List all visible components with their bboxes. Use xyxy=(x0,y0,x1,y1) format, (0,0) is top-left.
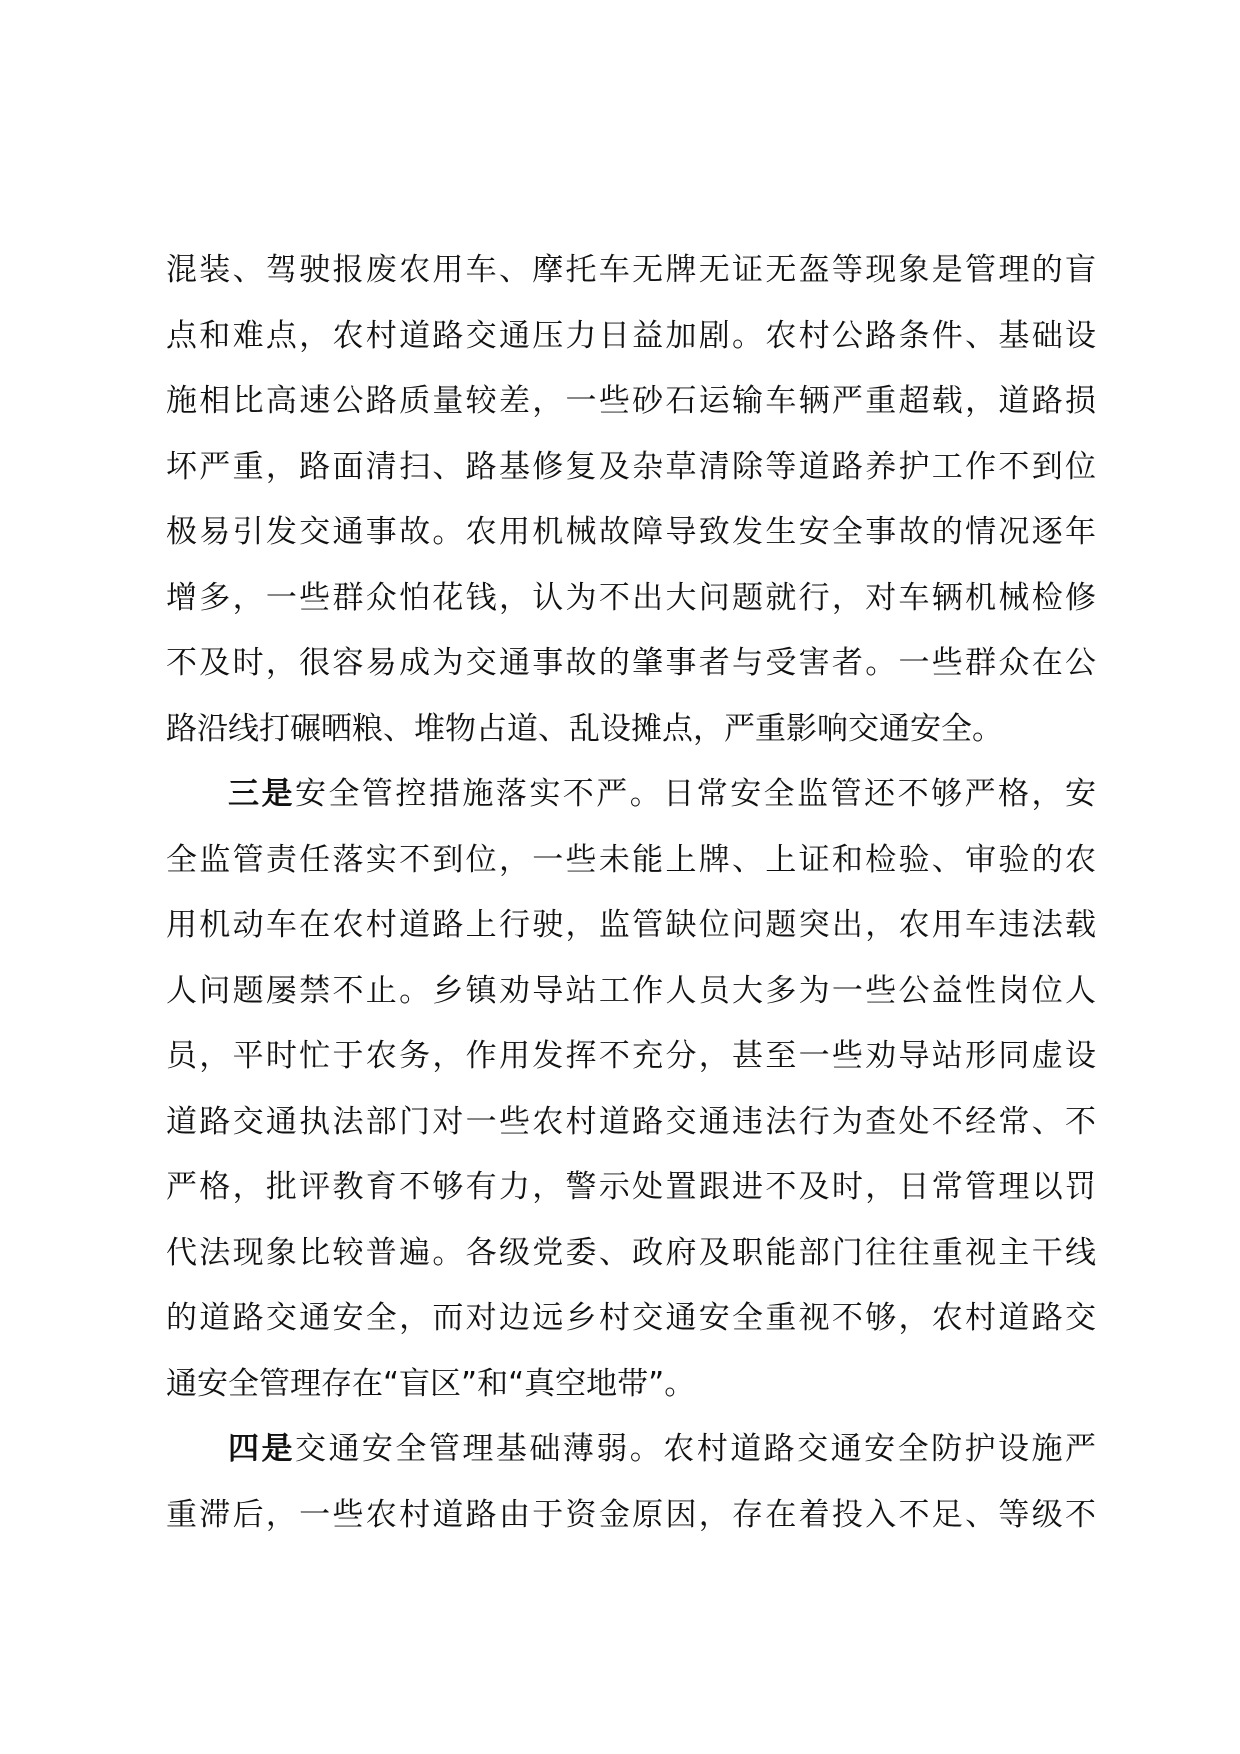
paragraph-first-line xyxy=(166,762,1096,828)
body-text xyxy=(166,238,1096,1548)
text-line: 人问题屡禁不止。乡镇劝导站工作人员大多为一些公益性岗位人 xyxy=(166,972,1096,1009)
paragraph-first-line xyxy=(166,1417,1096,1483)
text-line: 路沿线打碾晒粮、堆物占道、乱设摊点，严重影响交通安全。 xyxy=(166,710,1003,747)
text-line: 点和难点，农村道路交通压力日益加剧。农村公路条件、基础设 xyxy=(166,317,1096,354)
text-line: 坏严重，路面清扫、路基修复及杂草清除等道路养护工作不到位 xyxy=(166,448,1096,485)
text-line: 的道路交通安全，而对边远乡村交通安全重视不够，农村道路交 xyxy=(166,1300,1096,1336)
text-line: 重滞后，一些农村道路由于资金原因，存在着投入不足、等级不 xyxy=(166,1496,1096,1533)
text-line: 极易引发交通事故。农用机械故障导致发生安全事故的情况逐年 xyxy=(166,514,1096,550)
text-line: 不及时，很容易成为交通事故的肇事者与受害者。一些群众在公 xyxy=(166,645,1096,681)
text-line: 施相比高速公路质量较差，一些砂石运输车辆严重超载，道路损 xyxy=(166,383,1096,419)
paragraph-lead: 三是 xyxy=(228,776,295,812)
text-line: 代法现象比较普遍。各级党委、政府及职能部门往往重视主干线 xyxy=(166,1234,1096,1271)
paragraph-lead: 四是 xyxy=(228,1431,295,1467)
text-line: 道路交通执法部门对一些农村道路交通违法行为查处不经常、不 xyxy=(166,1103,1096,1140)
text-line: 员，平时忙于农务，作用发挥不充分，甚至一些劝导站形同虚设 xyxy=(166,1038,1096,1074)
text-line: 通安全管理存在“盲区”和“真空地带”。 xyxy=(166,1365,696,1402)
text-line: 严格，批评教育不够有力，警示处置跟进不及时，日常管理以罚 xyxy=(166,1169,1096,1205)
text-run: 安全管控措施落实不严。日常安全监管还不够严格，安 xyxy=(294,776,1096,812)
text-run: 交通安全管理基础薄弱。农村道路交通安全防护设施严 xyxy=(294,1431,1096,1467)
text-line: 混装、驾驶报废农用车、摩托车无牌无证无盔等现象是管理的盲 xyxy=(166,252,1096,288)
text-line: 全监管责任落实不到位，一些未能上牌、上证和检验、审验的农 xyxy=(166,841,1096,878)
text-line: 增多，一些群众怕花钱，认为不出大问题就行，对车辆机械检修 xyxy=(166,579,1096,616)
text-line: 用机动车在农村道路上行驶，监管缺位问题突出，农用车违法载 xyxy=(166,907,1096,943)
